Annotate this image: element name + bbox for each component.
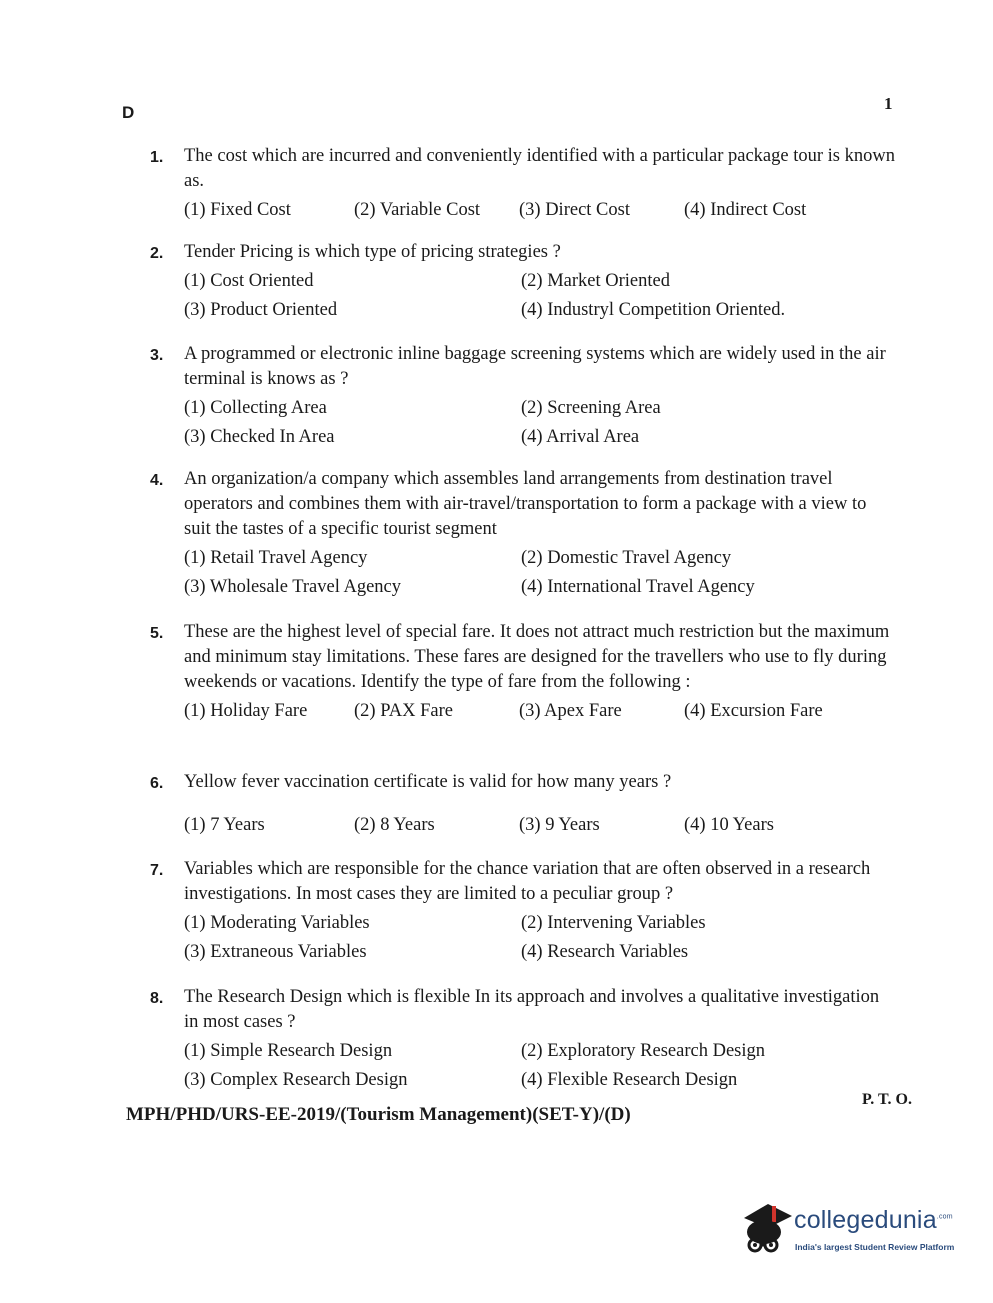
brand-name: collegedunia (794, 1206, 937, 1234)
question-number: 4. (150, 472, 164, 489)
brand-tagline: India's largest Student Review Platform (795, 1242, 955, 1252)
paper-code: MPH/PHD/URS-EE-2019/(Tourism Management)(SET-Y)/(D) (126, 1104, 631, 1125)
question-8 (150, 985, 895, 1093)
question-number: 2. (150, 245, 164, 262)
question-number: 5. (150, 625, 164, 642)
option-3: (3) Complex Research Design (184, 1070, 408, 1090)
option-2: (2) Market Oriented (521, 271, 670, 291)
question-text: Variables which are responsible for the chance variation that are often observed in a research investigations. In most cases they are limited to a peculiar group ? (184, 859, 871, 904)
question-text: These are the highest level of special fare. It does not attract much restriction but the maximum and minimum stay limitations. These fares are designed for the travellers who use to fly during weekends or vacations. Identify the type of fare from the following : (184, 622, 890, 692)
option-1: (1) Collecting Area (184, 398, 327, 418)
option-4: (4) Flexible Research Design (521, 1070, 738, 1090)
question-text: The Research Design which is flexible In its approach and involves a qualitative investigation in most cases ? (184, 987, 880, 1032)
question-text: Tender Pricing is which type of pricing strategies ? (184, 242, 561, 262)
option-4: (4) Indirect Cost (684, 200, 807, 220)
question-3 (150, 342, 895, 450)
option-1: (1) Simple Research Design (184, 1041, 393, 1061)
option-1: (1) Fixed Cost (184, 200, 291, 220)
option-4: (4) Excursion Fare (684, 701, 823, 721)
option-3: (3) 9 Years (519, 815, 600, 835)
set-code: D (122, 103, 135, 122)
option-2: (2) 8 Years (354, 815, 435, 835)
option-2: (2) Exploratory Research Design (521, 1041, 766, 1061)
option-1: (1) Retail Travel Agency (184, 548, 368, 568)
option-3: (3) Wholesale Travel Agency (184, 577, 401, 597)
question-number: 3. (150, 347, 164, 364)
question-1 (150, 144, 895, 223)
question-5 (150, 620, 895, 724)
option-2: (2) PAX Fare (354, 701, 454, 721)
option-3: (3) Product Oriented (184, 300, 338, 320)
option-2: (2) Screening Area (521, 398, 661, 418)
question-text: The cost which are incurred and conveniently identified with a particular package tour is known as. (184, 146, 895, 191)
collegedunia-watermark (738, 1198, 963, 1262)
option-4: (4) 10 Years (684, 815, 774, 835)
pto-label: P. T. O. (862, 1091, 912, 1108)
question-number: 7. (150, 862, 164, 879)
option-4: (4) International Travel Agency (521, 577, 755, 597)
option-4: (4) Industryl Competition Oriented. (521, 300, 786, 320)
question-4 (150, 467, 895, 600)
question-2 (150, 240, 895, 323)
option-3: (3) Apex Fare (519, 701, 622, 721)
option-3: (3) Checked In Area (184, 427, 335, 447)
option-2: (2) Intervening Variables (521, 913, 706, 933)
option-2: (2) Domestic Travel Agency (521, 548, 732, 568)
question-text: A programmed or electronic inline baggage screening systems which are widely used in the air terminal is knows as ? (184, 344, 886, 389)
option-1: (1) Moderating Variables (184, 913, 370, 933)
option-4: (4) Research Variables (521, 942, 689, 962)
option-3: (3) Direct Cost (519, 200, 630, 220)
question-number: 8. (150, 990, 164, 1007)
question-text: Yellow fever vaccination certificate is valid for how many years ? (184, 772, 672, 792)
page-number: 1 (884, 94, 893, 113)
graduate-mascot-icon (738, 1198, 794, 1260)
option-3: (3) Extraneous Variables (184, 942, 367, 962)
option-2: (2) Variable Cost (354, 200, 481, 220)
question-7 (150, 857, 895, 965)
question-text: An organization/a company which assembles land arrangements from destination travel operators and combines them with air-travel/transportation to form a package with a view to suit the tastes of a specific tourist segment (184, 469, 867, 539)
option-1: (1) 7 Years (184, 815, 265, 835)
brand-suffix: .com (936, 1213, 953, 1221)
question-number: 6. (150, 775, 164, 792)
option-1: (1) Holiday Fare (184, 701, 308, 721)
option-4: (4) Arrival Area (521, 427, 640, 447)
question-6 (150, 770, 895, 838)
option-1: (1) Cost Oriented (184, 271, 314, 291)
question-number: 1. (150, 149, 164, 166)
